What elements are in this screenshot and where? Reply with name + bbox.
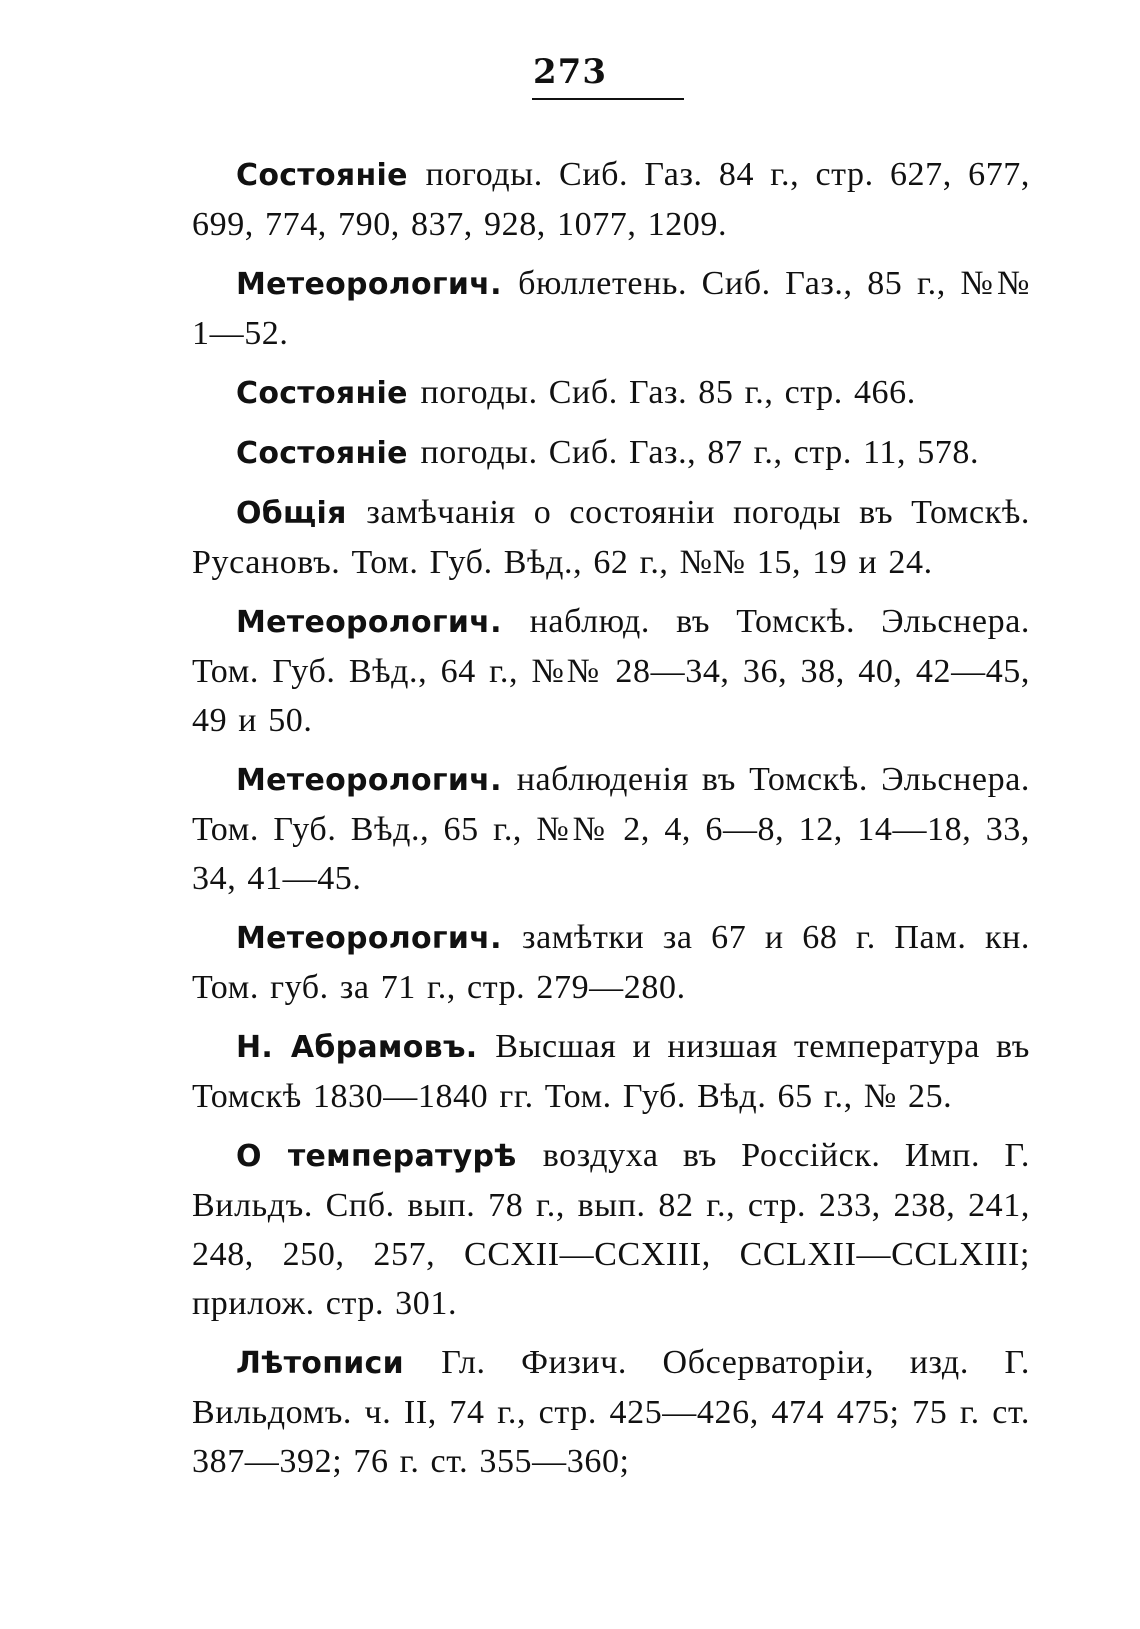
entry-text: погоды. Сиб. Газ. 85 г., стр. 466. [420, 374, 916, 411]
entry-heading: О температурѣ [236, 1139, 517, 1174]
entry-heading: Общія [236, 496, 347, 531]
bibliography-entry [192, 597, 1030, 745]
bibliography-entry [192, 913, 1030, 1012]
bibliography-entry [192, 755, 1030, 903]
entry-heading: Состояніе [236, 158, 408, 193]
entry-text: наблюд. въ Томскѣ. Эльснера. Том. Губ. Вѣд., 64 г., №№ 28—34, 36, 38, 40, 42—45, 49 и 50. [192, 603, 1030, 739]
entry-text: замѣчанія о состояніи погоды въ Томскѣ. Русановъ. Том. Губ. Вѣд., 62 г., №№ 15, 19 и 24. [192, 494, 1031, 581]
bibliography-entry [192, 1022, 1030, 1121]
bibliography-entry [192, 150, 1030, 249]
bibliography-entry [192, 488, 1030, 587]
entry-text: Высшая и низшая температура въ Томскѣ 1830—1840 гг. Том. Губ. Вѣд. 65 г., № 25. [192, 1028, 1030, 1115]
entry-text: замѣтки за 67 и 68 г. Пам. кн. Том. губ. за 71 г., стр. 279—280. [192, 919, 1030, 1006]
entry-heading: Состояніе [236, 376, 408, 411]
entry-text: наблюденія въ Томскѣ. Эльснера. Том. Губ. Вѣд., 65 г., №№ 2, 4, 6—8, 12, 14—18, 33, 34, 41—45. [192, 761, 1030, 897]
entry-heading: Метеорологич. [236, 921, 502, 956]
entry-text: погоды. Сиб. Газ. 84 г., стр. 627, 677, 699, 774, 790, 837, 928, 1077, 1209. [192, 156, 1030, 243]
entry-text: Гл. Физич. Обсерваторіи, изд. Г. Вильдомъ. ч. II, 74 г., стр. 425—426, 474 475; 75 г. ст. 387—392; 76 г. ст. 355—360; [192, 1344, 1030, 1480]
entry-text: воздуха въ Россійск. Имп. Г. Вильдъ. Спб. вып. 78 г., вып. 82 г., стр. 233, 238, 241, 248, 250, 257, CCXII—CCXIII, CCLXII—CCLXIII; прилож. стр. 301. [192, 1137, 1030, 1322]
page-number: 273 [533, 52, 607, 92]
bibliography-entry [192, 1131, 1030, 1328]
entry-heading: Метеорологич. [236, 763, 502, 798]
bibliography-entry [192, 259, 1030, 358]
entry-heading: Состояніе [236, 436, 408, 471]
entry-text: погоды. Сиб. Газ., 87 г., стр. 11, 578. [420, 434, 980, 471]
page-number-rule [532, 98, 684, 100]
bibliography-entry [192, 428, 1030, 478]
bibliography-entry [192, 1338, 1030, 1486]
bibliography-list [192, 150, 1030, 1496]
bibliography-entry [192, 368, 1030, 418]
entry-heading: Н. Абрамовъ. [236, 1030, 478, 1065]
entry-heading: Метеорологич. [236, 605, 502, 640]
entry-text: бюллетень. Сиб. Газ., 85 г., №№ 1—52. [192, 265, 1030, 352]
entry-heading: Метеорологич. [236, 267, 502, 302]
entry-heading: Лѣтописи [236, 1346, 404, 1381]
